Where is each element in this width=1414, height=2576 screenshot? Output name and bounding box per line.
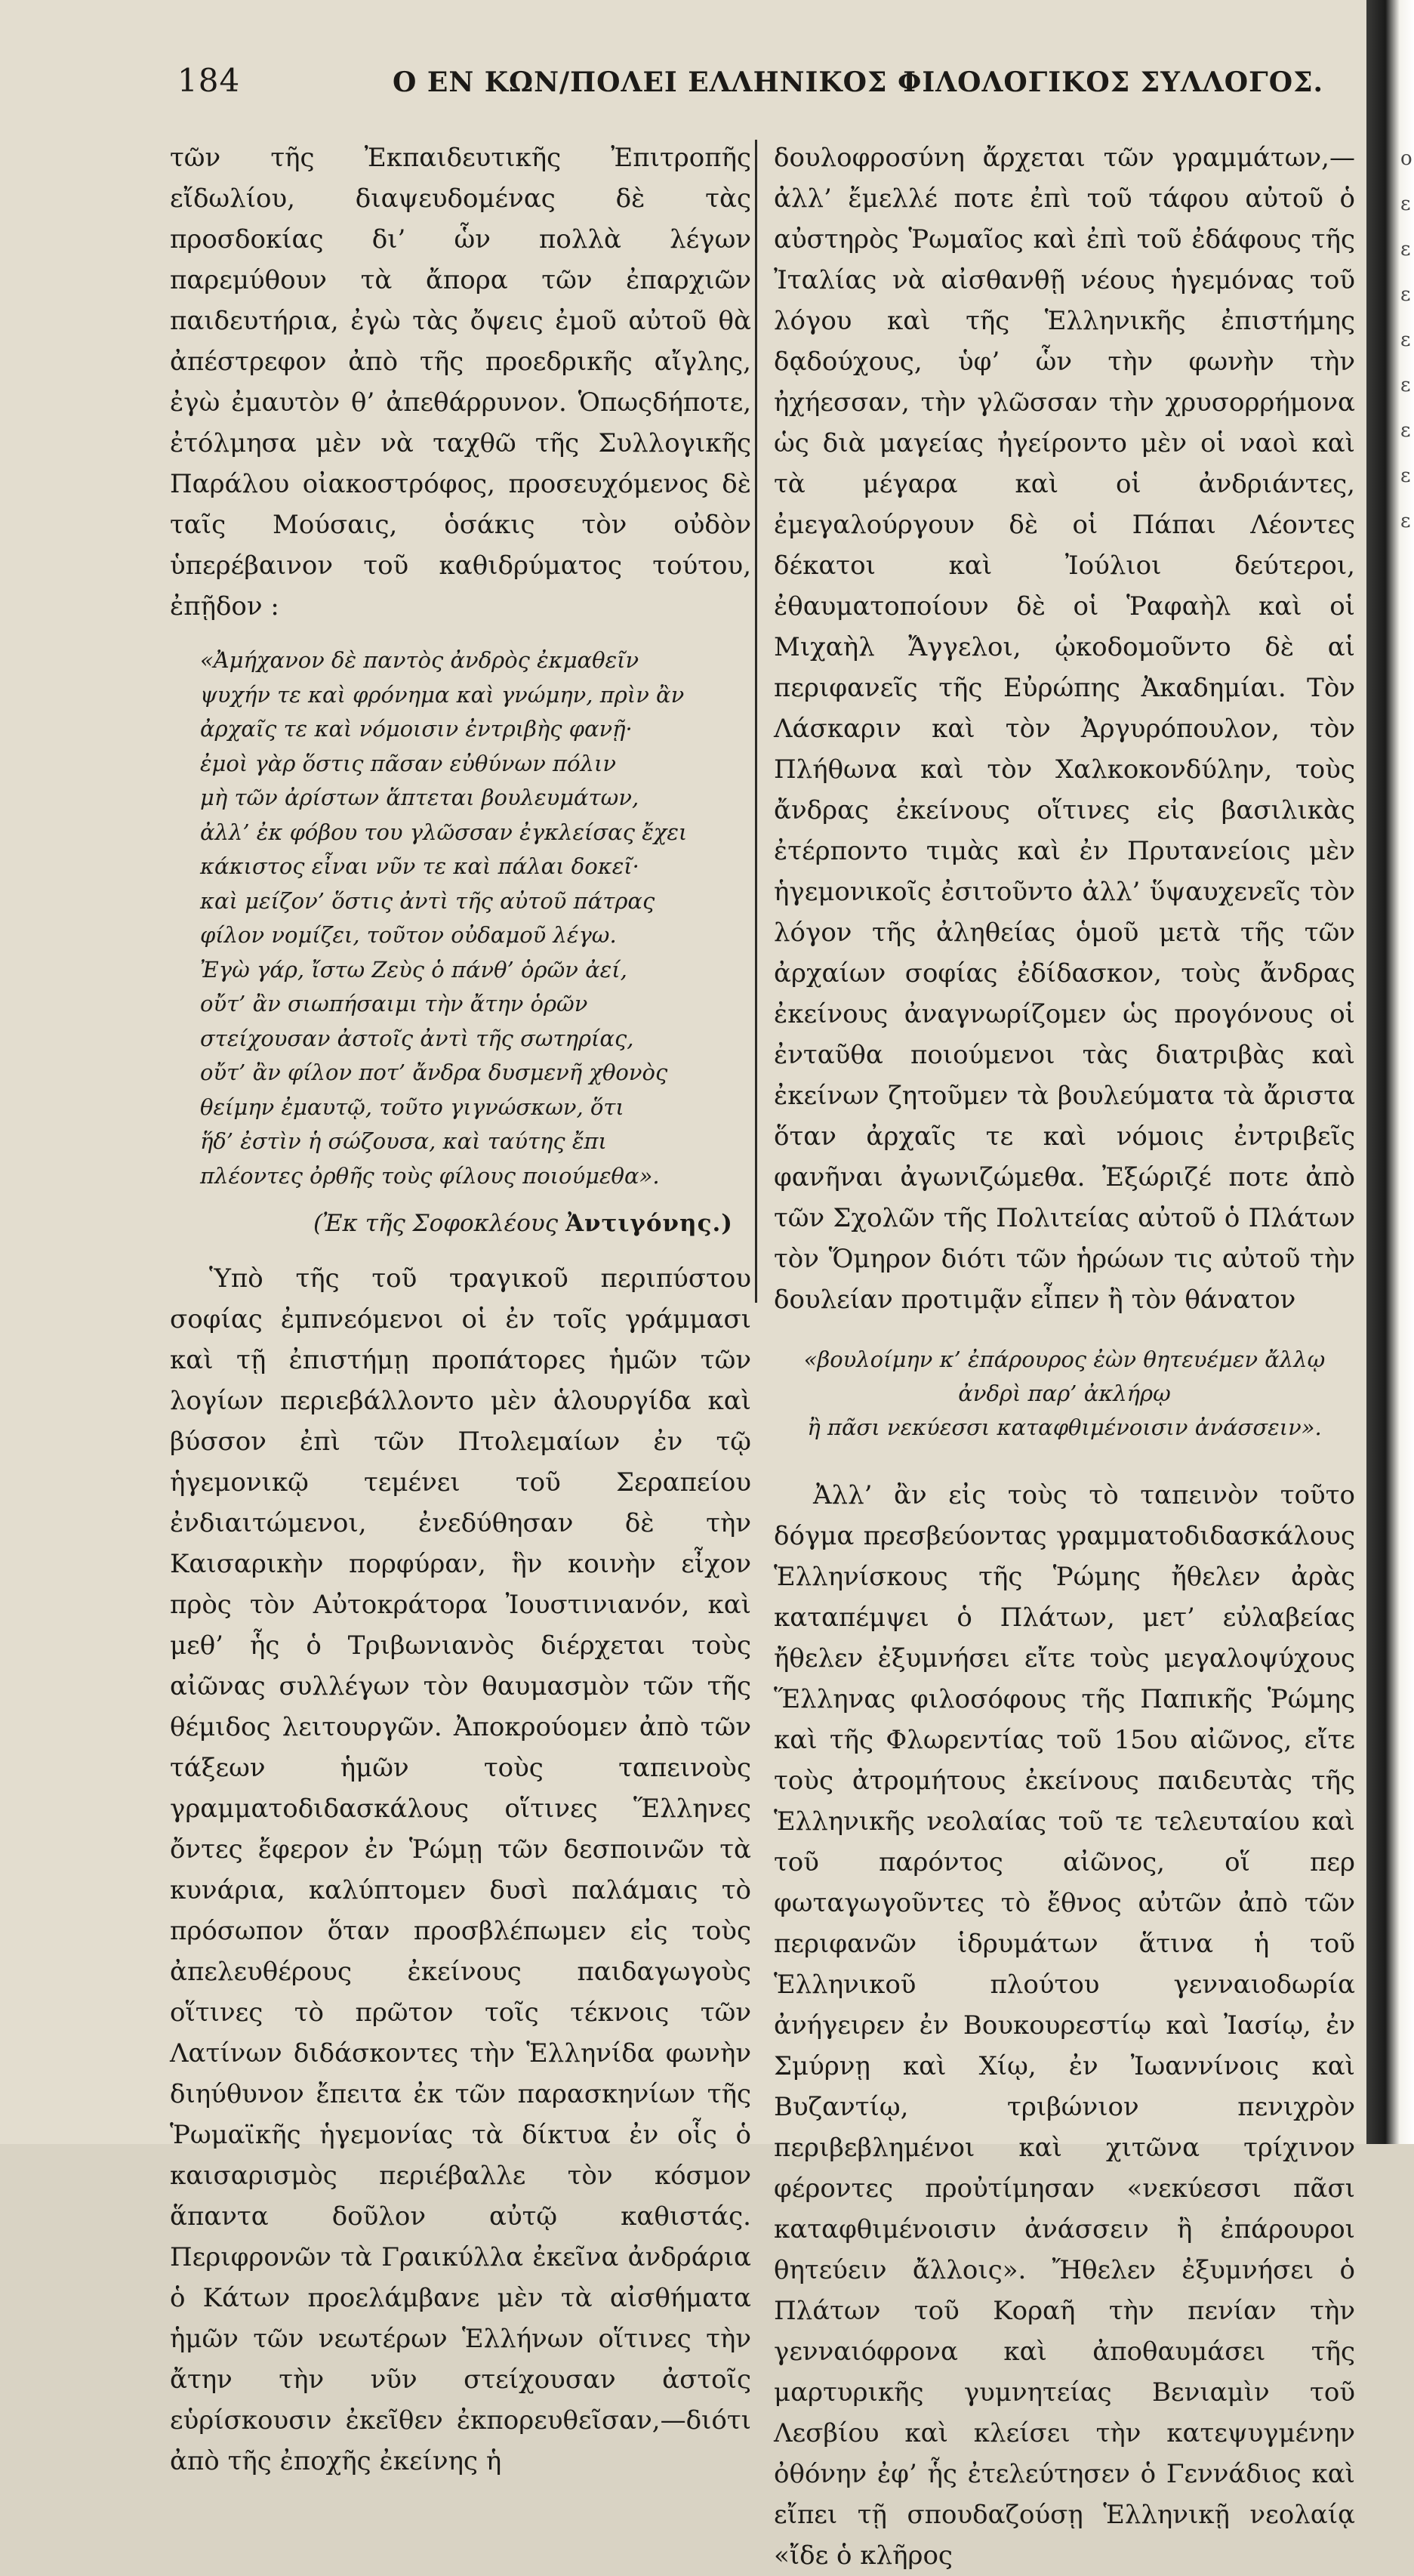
homer-quotation xyxy=(774,1343,1355,1445)
right-column xyxy=(774,137,1355,2576)
quote-line: ἐμοὶ γὰρ ὅστις πᾶσαν εὐθύνων πόλιν xyxy=(200,750,616,776)
source-prefix: (Ἐκ τῆς Σοφοκλέους xyxy=(313,1210,559,1237)
paragraph-continued: τῶν τῆς Ἐκπαιδευτικῆς Ἐπιτροπῆς εἴδωλίου, διαψευδομένας δὲ τὰς προσδοκίας δι’ ὧν πολλὰ λέγων παρεμύθουν τὰ ἄπορα τῶν ἐπαρχιῶν παιδευτήρια, ἐγὼ τὰς ὄψεις ἐμοῦ αὐτοῦ θὰ ἀπέστρεφον ἀπὸ τῆς προεδρικῆς αἴγλης, ἐγὼ ἐμαυτὸν θ’ ἀπεθάρρυνον. Ὁπωςδήποτε, ἐτόλμησα μὲν νὰ ταχθῶ τῆς Συλλογικῆς Παράλου οἰακοστρόφος, προσευχόμενος δὲ ταῖς Μούσαις, ὁσάκις τὸν οὐδὸν ὑπερέβαινον τοῦ καθιδρύματος τούτου, ἐπῇδον : xyxy=(170,143,751,622)
page-number: 184 xyxy=(177,62,241,99)
quote-line: ἀλλ’ ἐκ φόβου του γλῶσσαν ἐγκλείσας ἔχει xyxy=(200,819,688,845)
quotation-source xyxy=(170,1210,751,1237)
paragraph: Ἀλλ’ ἂν εἰς τοὺς τὸ ταπεινὸν τοῦτο δόγμα πρεσβεύοντας γραμματοδιδασκάλους Ἑλληνίσκους τῆς Ῥώμης ἤθελεν ἀρὰς καταπέμψει ὁ Πλάτων, μετ’ εὐλαβείας ἤθελεν ἐξυμνήσει εἴτε τοὺς μεγαλοψύχους Ἕλληνας φιλοσόφους τῆς Παπικῆς Ῥώμης καὶ τῆς Φλωρεντίας τοῦ 15ου αἰῶνος, εἴτε τοὺς ἀτρομήτους ἐκείνους παιδευτὰς τῆς Ἑλληνικῆς νεολαίας τοῦ τε τελευταίου καὶ τοῦ παρόντος αἰῶνος, οἵ περ φωταγωγοῦντες τὸ ἔθνος αὐτῶν ἀπὸ τῶν περιφανῶν ἱδρυμάτων ἅτινα ἡ τοῦ Ἑλληνικοῦ πλούτου γενναιοδωρία ἀνήγειρεν ἐν Βουκουρεστίῳ καὶ Ἰασίῳ, ἐν Σμύρνῃ καὶ Χίῳ, ἐν Ἰωαννίνοις καὶ Βυζαντίῳ, τριβώνιον πενιχρὸν περιβεβλημένοι καὶ χιτῶνα τρίχινον φέροντες προὐτίμησαν «νεκύεσσι πᾶσι καταφθιμένοισιν ἀνάσσειν ἢ ἐπάρουροι θητεύειν ἄλλοις». Ἤθελεν ἐξυμνήσει ὁ Πλάτων τοῦ Κοραῆ τὴν πενίαν τὴν γενναιόφρονα καὶ ἀποθαυμάσει τῆς μαρτυρικῆς γυμνητείας Βενιαμὶν τοῦ Λεσβίου καὶ κλείσει τὴν κατεψυγμένην ὀθόνην ἐφ’ ἧς ἐτελεύτησεν ὁ Γεννάδιος καὶ εἴπει τῇ σπουδαζούσῃ Ἑλληνικῇ νεολαίᾳ «ἴδε ὁ κλῆρος xyxy=(774,1480,1355,2571)
quote-line: ψυχήν τε καὶ φρόνημα καὶ γνώμην, πρὶν ἂν xyxy=(200,681,685,708)
quote-line: οὔτ’ ἂν φίλον ποτ’ ἄνδρα δυσμενῆ χθονὸς xyxy=(200,1060,668,1085)
quote-line: στείχουσαν ἀστοῖς ἀντὶ τῆς σωτηρίας, xyxy=(200,1025,634,1051)
running-head: Ο ΕΝ ΚΩΝ/ΠΟΛΕΙ ΕΛΛΗΝΙΚΟΣ ΦΙΛΟΛΟΓΙΚΟΣ ΣΥΛΛΟΓΟΣ. xyxy=(393,66,1324,98)
quote-line: πλέοντες ὀρθῆς τοὺς φίλους ποιούμεθα». xyxy=(200,1162,660,1189)
quote-line: θείμην ἐμαυτῷ, τοῦτο γιγνώσκων, ὅτι xyxy=(200,1094,624,1120)
quote-line: ἀνδρὶ παρ’ ἀκλήρῳ xyxy=(958,1381,1171,1406)
left-column xyxy=(170,137,751,2482)
paragraph-continued: δουλοφροσύνη ἄρχεται τῶν γραμμάτων,—ἀλλ’ ἔμελλέ ποτε ἐπὶ τοῦ τάφου αὐτοῦ ὁ αὐστηρὸς Ῥωμαῖος καὶ ἐπὶ τοῦ ἐδάφους τῆς Ἰταλίας νὰ αἰσθανθῇ νέους ἡγεμόνας τοῦ λόγου καὶ τῆς Ἑλληνικῆς ἐπιστήμης δᾳδούχους, ὑφ’ ὧν τὴν φωνὴν τὴν ἠχήεσσαν, τὴν γλῶσσαν τὴν χρυσορρήμονα ὡς διὰ μαγείας ἠγείροντο μὲν οἱ ναοὶ καὶ τὰ μέγαρα καὶ οἱ ἀνδριάντες, ἐμεγαλούργουν δὲ οἱ Πάπαι Λέοντες δέκατοι καὶ Ἰούλιοι δεύτεροι, ἐθαυματοποίουν δὲ οἱ Ῥαφαὴλ καὶ οἱ Μιχαὴλ Ἄγγελοι, ᾠκοδομοῦντο δὲ αἱ περιφανεῖς τῆς Εὐρώπης Ἀκαδημίαι. Τὸν Λάσκαριν καὶ τὸν Ἀργυρόπουλον, τὸν Πλήθωνα καὶ τὸν Χαλκοκονδύλην, τοὺς ἄνδρας ἐκείνους οἵτινες εἰς βασιλικὰς ἐτέρποντο τιμὰς καὶ ἐν Πρυτανείοις μὲν ἡγεμονικοῖς ἐσιτοῦντο ἀλλ’ ὕψαυχενεῖς τὸν λόγον τῆς ἀληθείας ὁμοῦ μετὰ τῆς τῶν ἀρχαίων σοφίας ἐδίδασκον, τοὺς ἄνδρας ἐκείνους ἀναγνωρίζομεν ὡς προγόνους οἱ ἐνταῦθα ποιούμενοι τὰς διατριβὰς καὶ ἐκείνων ζητοῦμεν τὰ βουλεύματα τὰ ἄριστα ὅταν ἀρχαῖς τε καὶ νόμοις ἐντριβεῖς φανῆναι ἀγωνιζώμεθα. Ἐξώριζέ ποτε ἀπὸ τῶν Σχολῶν τῆς Πολιτείας αὐτοῦ ὁ Πλάτων τὸν Ὅμηρον διότι τῶν ἡρώων τις αὐτοῦ τὴν δουλείαν προτιμᾷν εἶπεν ἢ τὸν θάνατον xyxy=(774,143,1355,1315)
paragraph: Ὑπὸ τῆς τοῦ τραγικοῦ περιπύστου σοφίας ἐμπνεόμενοι οἱ ἐν τοῖς γράμμασι καὶ τῇ ἐπιστήμῃ προπάτορες ἡμῶν τῶν λογίων περιεβάλλοντο μὲν ἁλουργίδα καὶ βύσσον ἐπὶ τῶν Πτολεμαίων ἐν τῷ ἡγεμονικῷ τεμένει τοῦ Σεραπείου ἐνδιαιτώμενοι, ἐνεδύθησαν δὲ τὴν Καισαρικὴν πορφύραν, ἣν κοινὴν εἶχον πρὸς τὸν Αὐτοκράτορα Ἰουστινιανόν, καὶ μεθ’ ἧς ὁ Τριβωνιανὸς διέρχεται τοὺς αἰῶνας συλλέγων τὸν θαυμασμὸν τῶν τῆς θέμιδος λειτουργῶν. Ἀποκρούομεν ἀπὸ τῶν τάξεων ἡμῶν τοὺς ταπεινοὺς γραμματοδιδασκάλους οἵτινες Ἕλληνες ὄντες ἔφερον ἐν Ῥώμῃ τῶν δεσποινῶν τὰ κυνάρια, καλύπτομεν δυσὶ παλάμαις τὸ πρόσωπον ὅταν προσβλέπωμεν εἰς τοὺς ἀπελευθέρους ἐκείνους παιδαγωγοὺς οἵτινες τὸ πρῶτον τοῖς τέκνοις τῶν Λατίνων διδάσκοντες τὴν Ἑλληνίδα φωνὴν διηύθυνον ἔπειτα ἐκ τῶν παρασκηνίων τῆς Ῥωμαϊκῆς ἡγεμονίας τὰ δίκτυα ἐν οἷς ὁ καισαρισμὸς περιέβαλλε τὸν κόσμον ἅπαντα δοῦλον αὐτῷ καθιστάς. Περιφρονῶν τὰ Γραικύλλα ἐκεῖνα ἀνδράρια ὁ Κάτων προελάμβανε μὲν τὰ αἰσθήματα ἡμῶν τῶν νεωτέρων Ἑλλήνων οἵτινες τὴν ἄτην τὴν νῦν στείχουσαν ἀστοῖς εὑρίσκουσιν ἐκεῖθεν ἐκπορευθεῖσαν,—διότι ἀπὸ τῆς ἐποχῆς ἐκείνης ἡ xyxy=(170,1263,751,2476)
page-header xyxy=(177,62,1324,107)
quote-line: ἥδ’ ἐστὶν ἡ σώζουσα, καὶ ταύτης ἔπι xyxy=(200,1128,607,1154)
next-page-edge-letters: ο ε ε ε ε ε ε ε ε xyxy=(1400,147,1412,532)
quote-line: μὴ τῶν ἀρίστων ἅπτεται βουλευμάτων, xyxy=(200,785,639,810)
quote-line: Ἐγὼ γάρ, ἴστω Ζεὺς ὁ πάνθ’ ὁρῶν ἀεί, xyxy=(200,956,627,983)
quote-line: καὶ μείζον’ ὅστις ἀντὶ τῆς αὐτοῦ πάτρας xyxy=(200,887,655,914)
quote-line: κάκιστος εἶναι νῦν τε καὶ πάλαι δοκεῖ· xyxy=(200,853,639,879)
quote-line: φίλον νομίζει, τοῦτον οὐδαμοῦ λέγω. xyxy=(200,922,617,948)
column-divider xyxy=(755,140,757,1303)
antigone-quotation xyxy=(200,643,751,1193)
quote-line: οὔτ’ ἂν σιωπήσαιμι τὴν ἄτην ὁρῶν xyxy=(200,991,588,1017)
quote-line: ἢ πᾶσι νεκύεσσι καταφθιμένοισιν ἀνάσσειν». xyxy=(807,1414,1322,1440)
quote-line: «Ἀμήχανον δὲ παντὸς ἀνδρὸς ἐκμαθεῖν xyxy=(200,647,639,673)
quote-line: ἀρχαῖς τε καὶ νόμοισιν ἐντριβὴς φανῇ· xyxy=(200,716,633,742)
source-play-title: Ἀντιγόνης.) xyxy=(565,1210,733,1237)
quote-line: «βουλοίμην κ’ ἐπάρουρος ἐὼν θητευέμεν ἄλλῳ xyxy=(803,1347,1326,1372)
